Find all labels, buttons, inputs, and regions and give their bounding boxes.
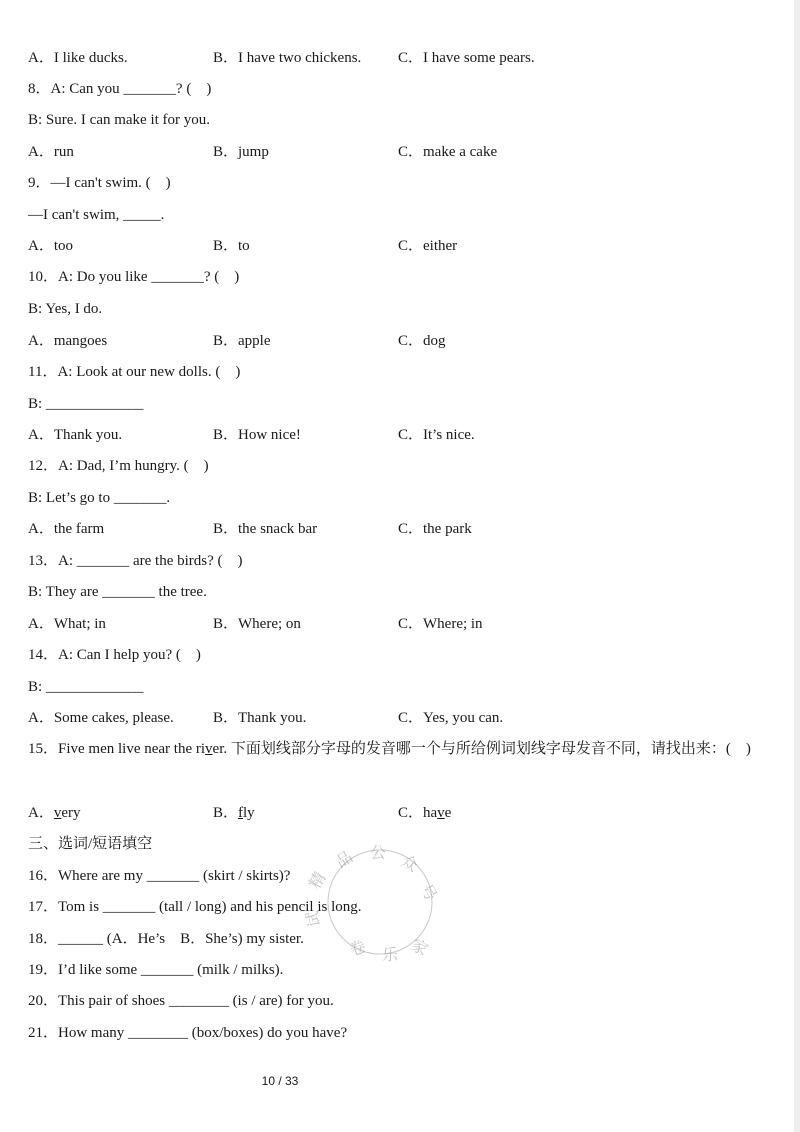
q14-option-b: B．Thank you. bbox=[213, 710, 307, 726]
q15-text-1: 15．Five men live near the ri bbox=[28, 741, 206, 757]
svg-text:家: 家 bbox=[408, 935, 432, 960]
q8-option-b: B．jump bbox=[213, 144, 269, 160]
q14-dialogue: B: _____________ bbox=[28, 679, 144, 695]
q9-question: 9．—I can't swim. ( ) bbox=[28, 175, 171, 191]
q12-question: 12．A: Dad, I’m hungry. ( ) bbox=[28, 458, 209, 474]
page-edge bbox=[794, 0, 800, 1132]
q11-option-c: C．It’s nice. bbox=[398, 427, 475, 443]
q11-option-a: A．Thank you. bbox=[28, 427, 123, 443]
q13-option-c: C．Where; in bbox=[398, 616, 483, 632]
q17-question: 17．Tom is _______ (tall / long) and his pencil is long. bbox=[28, 899, 362, 915]
q13-question: 13．A: _______ are the birds? ( ) bbox=[28, 553, 243, 569]
q8-question: 8．A: Can you _______? ( ) bbox=[28, 81, 212, 97]
svg-text:公: 公 bbox=[370, 843, 387, 862]
q8-option-c: C．make a cake bbox=[398, 144, 498, 160]
q20-question: 20．This pair of shoes ________ (is / are) for you. bbox=[28, 993, 334, 1009]
svg-text:卷: 卷 bbox=[346, 936, 369, 960]
q19-question: 19．I’d like some _______ (milk / milks). bbox=[28, 962, 284, 978]
q13-dialogue: B: They are _______ the tree. bbox=[28, 584, 207, 600]
q8-dialogue: B: Sure. I can make it for you. bbox=[28, 112, 211, 128]
q16-question: 16．Where are my _______ (skirt / skirts)? bbox=[28, 868, 291, 884]
svg-text:品: 品 bbox=[332, 847, 356, 872]
q15-option-b bbox=[213, 803, 255, 823]
watermark-stamp bbox=[300, 840, 450, 970]
q7-option-c: C．I have some pears. bbox=[398, 50, 535, 66]
q10-dialogue: B: Yes, I do. bbox=[28, 301, 103, 317]
q10-option-b: B．apple bbox=[213, 333, 271, 349]
q7-option-a: A．I like ducks. bbox=[28, 50, 128, 66]
q10-option-a: A．mangoes bbox=[28, 333, 108, 349]
q13-option-b: B．Where; on bbox=[213, 616, 301, 632]
q11-dialogue: B: _____________ bbox=[28, 396, 144, 412]
q15-a-rest: ery bbox=[61, 805, 81, 821]
q18-question: 18．______ (A．He’s B．She’s) my sister. bbox=[28, 931, 304, 947]
q15-question bbox=[28, 734, 768, 765]
q11-option-b: B．How nice! bbox=[213, 427, 301, 443]
q14-question: 14．A: Can I help you? ( ) bbox=[28, 647, 201, 663]
section-3-heading: 三、选词/短语填空 bbox=[28, 836, 153, 852]
q14-option-c: C．Yes, you can. bbox=[398, 710, 504, 726]
page-number: 10 / 33 bbox=[261, 1074, 299, 1088]
q21-question: 21．How many ________ (box/boxes) do you have? bbox=[28, 1025, 348, 1041]
q15-c-label: C．ha bbox=[398, 805, 438, 821]
q9-option-b: B．to bbox=[213, 238, 250, 254]
q12-option-b: B．the snack bar bbox=[213, 521, 318, 537]
svg-text:精: 精 bbox=[305, 868, 330, 892]
q8-option-a: A．run bbox=[28, 144, 74, 160]
q15-text-2: er. 下面划线部分字母的发音哪一个与所给例词划线字母发音不同，请找出来：( ) bbox=[212, 741, 751, 757]
q12-dialogue: B: Let’s go to _______. bbox=[28, 490, 171, 506]
q14-option-a: A．Some cakes, please. bbox=[28, 710, 174, 726]
q15-underlined-letter: v bbox=[205, 741, 213, 757]
q9-option-c: C．either bbox=[398, 238, 458, 254]
q9-option-a: A．too bbox=[28, 238, 74, 254]
q11-question: 11．A: Look at our new dolls. ( ) bbox=[28, 364, 241, 380]
q7-option-b: B．I have two chickens. bbox=[213, 50, 362, 66]
q15-option-c bbox=[398, 803, 451, 823]
q15-option-a bbox=[28, 803, 81, 823]
svg-text:试: 试 bbox=[302, 909, 324, 929]
q10-option-c: C．dog bbox=[398, 333, 446, 349]
q15-a-underlined: v bbox=[53, 805, 62, 821]
q9-dialogue: —I can't swim, _____. bbox=[28, 207, 165, 223]
q10-question: 10．A: Do you like _______? ( ) bbox=[28, 269, 240, 285]
q15-b-label: B． bbox=[213, 805, 239, 821]
q13-option-a: A．What; in bbox=[28, 616, 106, 632]
q15-b-rest: ly bbox=[243, 805, 255, 821]
svg-text:众: 众 bbox=[398, 851, 422, 876]
q15-b-underlined: f bbox=[238, 805, 244, 821]
q15-c-underlined: v bbox=[437, 805, 445, 821]
q12-option-c: C．the park bbox=[398, 521, 472, 537]
svg-text:号: 号 bbox=[416, 880, 441, 904]
q15-a-label: A． bbox=[28, 805, 54, 821]
q12-option-a: A．the farm bbox=[28, 521, 105, 537]
svg-text:乐: 乐 bbox=[382, 945, 399, 964]
q15-c-rest: e bbox=[444, 805, 452, 821]
